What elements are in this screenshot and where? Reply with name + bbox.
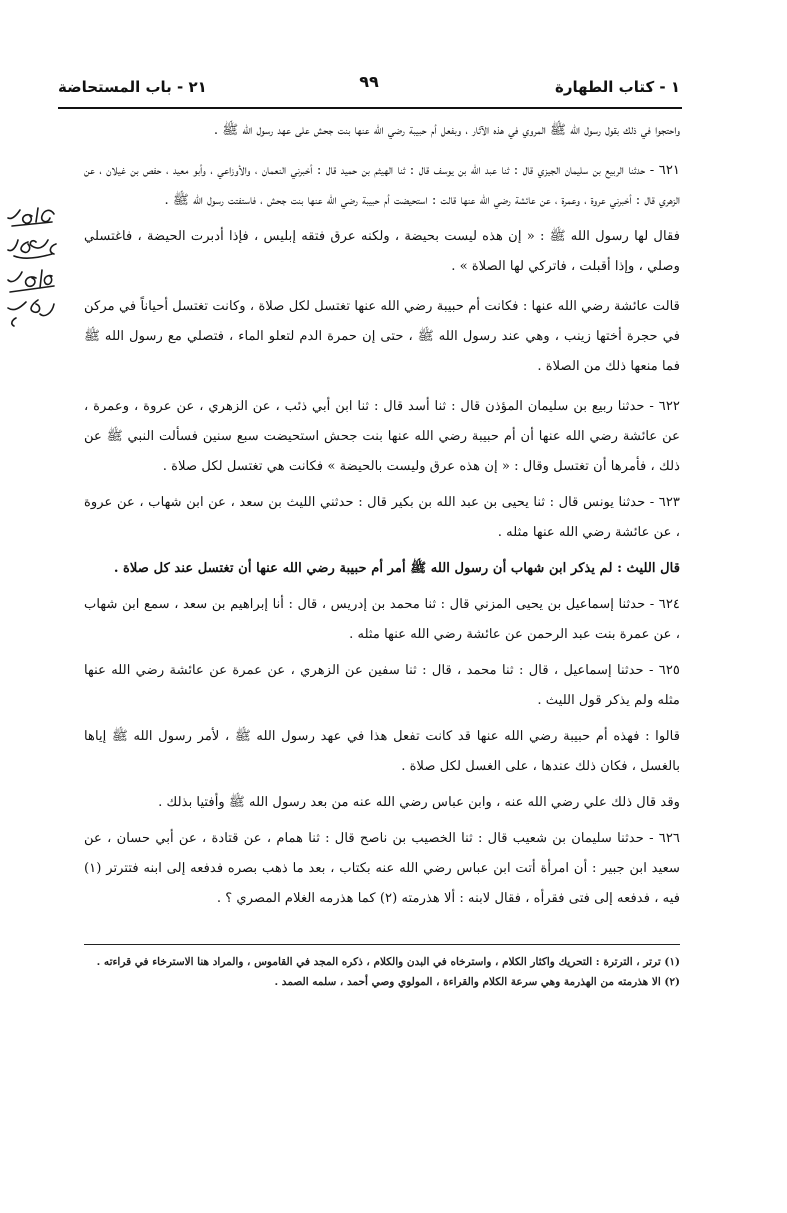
hadith-624: ٦٢٤ - حدثنا إسماعيل بن يحيى المزني قال : ثنا محمد بن إدريس ، قال : أنا إبراهيم بن سعد ، سمع ابن شهاب ، عن عمرة بنت عبد الرحمن عن عائشة رضي الله عنها مثله . — [84, 597, 680, 642]
main-text — [84, 116, 680, 914]
running-header — [58, 72, 680, 102]
paragraph-laith: قال الليث : لم يذكر ابن شهاب أن رسول الله ﷺ أمر أم حبيبة رضي الله عنها أن تغتسل عند كل صلاة . — [113, 561, 680, 576]
hadith-626: ٦٢٦ - حدثنا سليمان بن شعيب قال : ثنا الخصيب بن ناصح قال : ثنا همام ، عن قتادة ، عن أبي حسان ، عن سعيد ابن جبير : أن امرأة أتت ابن عباس رضي الله عنه بكتاب ، بعد ما ذهب بصره فدفعه إلى ابنه فتترتر (١) فيه ، فدفعه إلى فتى فقرأه ، فقال لابنه : ألا هذرمته (٢) كما هذرمه الغلام المصري ؟ . — [84, 831, 680, 906]
footnote-2: (٢) الا هذرمته من الهذرمة وهي سرعة الكلام والقراءة ، المولوي وصي أحمد ، سلمه الصمد . — [274, 976, 680, 988]
footnote-rule — [84, 944, 680, 945]
handwritten-margin-note — [2, 196, 64, 331]
page-number: ٩٩ — [359, 72, 379, 91]
paragraph-intro: واحتجوا في ذلك بقول رسول الله ﷺ المروي في هذه الآثار ، وبفعل أم حبيبة رضي الله عنها بنت جحش على عهد رسول الله ﷺ . — [213, 123, 680, 138]
paragraph-621-continued: فقال لها رسول الله ﷺ : « إن هذه ليست بحيضة ، ولكنه عرق فتقه إبليس ، فإذا أدبرت الحيضة ، فاغتسلي وصلي ، وإذا أقبلت ، فاتركي لها الصلاة » . — [84, 229, 680, 274]
header-rule — [58, 107, 682, 109]
footnotes — [84, 954, 680, 994]
handwriting-scribble — [2, 196, 64, 331]
hadith-622: ٦٢٢ - حدثنا ربيع بن سليمان المؤذن قال : ثنا أسد قال : ثنا ابن أبي ذئب ، عن الزهري ، عن عروة ، وعمرة ، عن عائشة رضي الله عنها أن أم حبيبة رضي الله عنها بنت جحش استحيضت سبع سنين فسألت النبي ﷺ عن ذلك ، فأمرها أن تغتسل وقال : « إن هذه عرق وليست بالحيضة » فكانت هي تغتسل لكل صلاة . — [84, 399, 680, 474]
hadith-625: ٦٢٥ - حدثنا إسماعيل ، قال : ثنا محمد ، قال : ثنا سفين عن الزهري ، عن عمرة عن عائشة رضي الله عنها مثله ولم يذكر قول الليث . — [84, 663, 680, 708]
paragraph-qalu: قالوا : فهذه أم حبيبة رضي الله عنها قد كانت تفعل هذا في عهد رسول الله ﷺ ، لأمر رسول الله ﷺ إياها بالغسل ، فكان ذلك عندها ، على الغسل لكل صلاة . — [84, 729, 680, 774]
paragraph-ali: وقد قال ذلك علي رضي الله عنه ، وابن عباس رضي الله عنه من بعد رسول الله ﷺ وأفتيا بذلك . — [158, 795, 680, 810]
hadith-623: ٦٢٣ - حدثنا يونس قال : ثنا يحيى بن عبد الله بن بكير قال : حدثني الليث بن سعد ، عن ابن شهاب ، عن عروة ، عن عائشة رضي الله عنها مثله . — [84, 495, 680, 540]
hadith-621: ٦٢١ - حدثنا الربيع بن سليمان الجيزي قال : ثنا عبد الله بن يوسف قال : ثنا الهيثم بن حميد قال : أخبرني النعمان ، والأوزاعي ، وأبو معيد ، حفص بن غيلان ، عن الزهري قال : أخبرني عروة ، وعمرة ، عن عائشة رضي الله عنها قالت : استحيضت أم حبيبة رضي الله عنها بنت جحش ، فاستفتت رسول الله ﷺ . — [84, 163, 680, 208]
chapter-title: ٢١ - باب المستحاضة — [58, 78, 207, 96]
book-title: ١ - كتاب الطهارة — [554, 78, 680, 96]
paragraph-aisha: قالت عائشة رضي الله عنها : فكانت أم حبيبة رضي الله عنها تغتسل لكل صلاة ، وكانت تغتسل أحياناً في مركن في حجرة أختها زينب ، وهي عند رسول الله ﷺ ، حتى إن حمرة الدم لتعلو الماء ، فتصلي مع رسول الله ﷺ فما منعها ذلك من الصلاة . — [84, 299, 680, 374]
footnote-1: (١) ترتر ، الترترة : التحريك واكثار الكلام ، واسترخاه في البدن والكلام ، ذكره المجد في القاموس ، والمراد هنا الاسترخاء في قراءته . — [96, 956, 680, 968]
